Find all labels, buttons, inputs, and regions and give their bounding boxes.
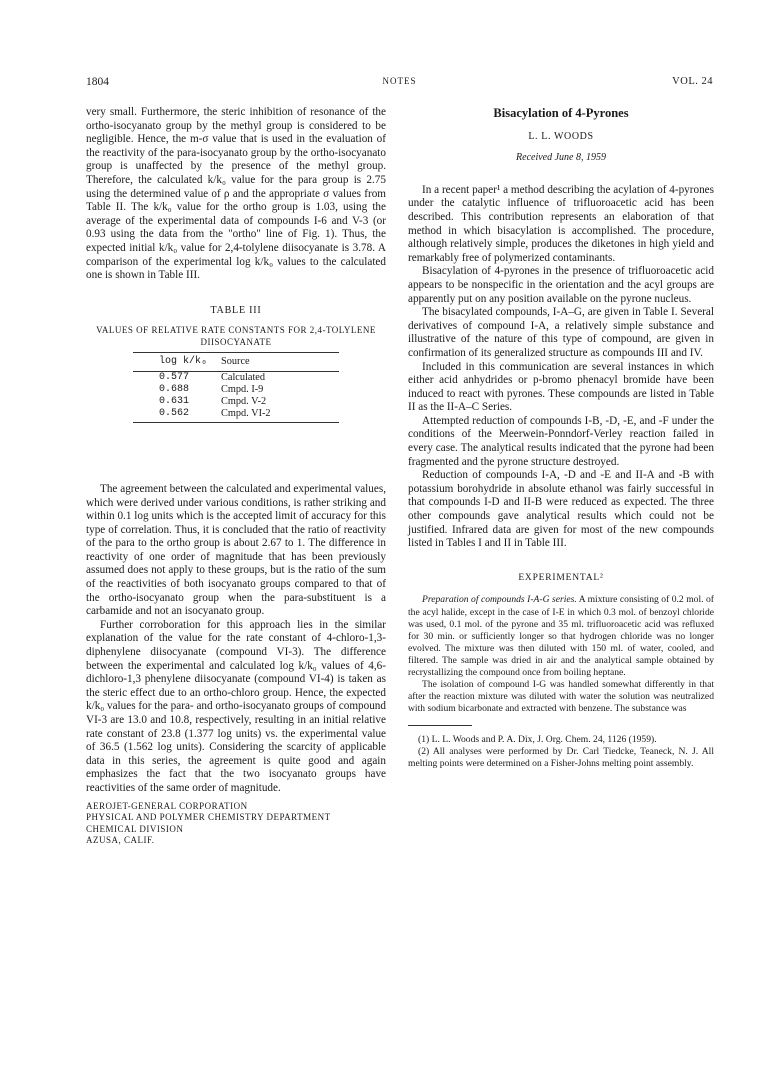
article-title: Bisacylation of 4-Pyrones <box>493 106 629 120</box>
column-header: log k/k₀ <box>133 353 221 372</box>
table-row <box>133 371 339 384</box>
table-cell: Cmpd. I-9 <box>221 383 264 395</box>
experimental-paragraph <box>408 594 714 679</box>
paragraph: Attempted reduction of compounds I-B, -D, -E, and -F under the conditions of the Meerwein-Ponndorf-Verley reaction failed in every case. The analytical results indicated that the pyrone had been fragmented and the pyrone structure destroyed. <box>408 414 714 468</box>
received-date: Received June 8, 1959 <box>516 152 606 164</box>
paragraph: In a recent paper¹ a method describing the acylation of 4-pyrones under the catalytic influence of trifluoroacetic acid has been described. This contribution represents an elaboration of that method in which bisacylation is accomplished. The procedure, although relatively simple, produces the diketones in high yield and remarkably free of polymerized contaminants. <box>408 183 714 264</box>
affiliation-line: AEROJET-GENERAL CORPORATION <box>86 800 248 811</box>
affiliation <box>86 801 386 847</box>
paragraph: The agreement between the calculated and experimental values, which were derived under various conditions, is rather striking and within 0.1 log units which is the accepted limit of accuracy for this type of correlation. Thus, it is concluded that the ratio of reactivity of the para to the ortho group is about 2.67 to 1. The difference in reactivity of one order of magnitude that has been previously assumed does not apply to these groups, but is the ratio of the sum of the reactivities of both isocyanato groups compared to that of the ortho-isocyanato group when the para-substituent is a carbamide and not an isocyanato group. <box>86 482 386 618</box>
table-subtitle: VALUES OF RELATIVE RATE CONSTANTS FOR 2,4-TOLYLENE DIISOCYANATE <box>96 325 376 347</box>
paragraph: Further corroboration for this approach lies in the similar explanation of the value for the rate constant of 4-chloro-1,3-diphenylene diisocyanate (compound VI-3). The difference between the experimental and calculated log k/k₀ values of 4,6-dichloro-1,3 phenylene diisocyanate (compound VI-4) is taken as the steric effect due to an ortho-chloro group. Hence, the expected k/k₀ values for the para- and ortho-isocyanato groups of compound VI-3 are 13.0 and 10.8, respectively, resulting in an initial relative rate constant of 23.8 (1.377 log units) vs. the experimental value of 36.5 (1.562 log units). Considering the scarcity of applicable data in this series, the agreement is quite good and again emphasizes the fact that the two isocyanato groups have reactivities of the same order of magnitude. <box>86 618 386 794</box>
table-cell: 0.688 <box>159 383 190 395</box>
table-row <box>133 408 339 423</box>
paragraph: Bisacylation of 4-pyrones in the presence of trifluoroacetic acid appears to be nonspecific in the orientation and the acyl groups are apparently put on any position available on the pyrone nucleus. <box>408 265 714 305</box>
section-heading: EXPERIMENTAL² <box>518 572 604 583</box>
experimental-lead: Preparation of compounds I-A-G series. <box>422 594 577 606</box>
left-column <box>86 106 386 847</box>
table-caption: TABLE III <box>210 304 262 316</box>
table-cell: Cmpd. VI-2 <box>221 408 339 423</box>
volume-label: VOL. 24 <box>672 76 713 87</box>
author: L. L. WOODS <box>528 130 594 142</box>
table-row <box>133 384 339 396</box>
experimental-paragraph: The isolation of compound I-G was handled somewhat differently in that after the reaction mixture was diluted with water the solution was neutralized with sodium bicarbonate and extracted with benzene. The substance was <box>408 679 714 715</box>
column-header: Source <box>221 353 339 372</box>
affiliation-line: PHYSICAL AND POLYMER CHEMISTRY DEPARTMENT <box>86 812 331 823</box>
affiliation-line: CHEMICAL DIVISION <box>86 823 184 834</box>
running-header <box>86 76 713 90</box>
table-cell: 0.562 <box>133 408 221 423</box>
page-number: 1804 <box>86 76 109 88</box>
table-iii <box>133 352 339 423</box>
paragraph: Included in this communication are several instances in which either acid anhydrides or p-bromo phenacyl bromide have been induced to react with pyrones. These compounds are listed in Table II as the II-A–C Series. <box>408 360 714 414</box>
footnote: (2) All analyses were performed by Dr. Carl Tiedcke, Teaneck, N. J. All melting points were determined on a Fisher-Johns melting point assembly. <box>408 746 714 770</box>
footnote: (1) L. L. Woods and P. A. Dix, J. Org. Chem. 24, 1126 (1959). <box>418 734 657 746</box>
table-cell: 0.577 <box>159 371 190 383</box>
section-label: NOTES <box>382 76 417 86</box>
experimental-text: A mixture consisting of 0.2 mol. of the acyl halide, except in the case of I-E in which 0.3 mol. of benzoyl chloride was used, 0.1 mol. of the pyrone and 35 ml. trifluoroacetic acid was refluxed for 30 min. or sufficiently longer so that hydrogen chloride was no longer evolved. The mixture was then diluted with 150 ml. of water, cooled, and filtered. The sample was dried in air and the analytical sample obtained by recrystallizing the compound once from boiling heptane. <box>408 594 714 678</box>
table-cell: Cmpd. V-2 <box>221 395 267 407</box>
footnote-divider <box>408 725 472 726</box>
right-column <box>408 106 714 770</box>
table-cell: Calculated <box>221 371 266 383</box>
table-header-row <box>133 353 339 372</box>
affiliation-line: AZUSA, CALIF. <box>86 835 155 846</box>
table-cell: 0.631 <box>159 395 190 407</box>
paragraph: very small. Furthermore, the steric inhibition of resonance of the ortho-isocyanato group by the methyl group is considered to be negligible. Hence, the m-σ value that is used in the evaluation of the reactivity of the para-isocyanato group by the ortho-isocyanato group is unaffected by the presence of the methyl group. Therefore, the calculated k/k₀ value for the para group is 2.75 using the determined value of ρ and the appropriate σ values from Table II. The k/k₀ value for the ortho group is 1.03, using the average of the experimental data of compounds I-6 and V-3 (or 0.93 using the data from the "ortho" line of Fig. 1). Thus, the expected initial k/k₀ value for 2,4-tolylene diisocyanate is 3.78. A comparison of the experimental log k/k₀ values to the calculated one is shown in Table III. <box>86 106 386 282</box>
paragraph: The bisacylated compounds, I-A–G, are given in Table I. Several derivatives of compound I-A, a relatively simple substance and illustrative of the nature of this type of compound, are given in confirmation of its generalized structure as compounds III and IV. <box>408 306 714 359</box>
paragraph: Reduction of compounds I-A, -D and -E and II-A and -B with potassium borohydride in absolute ethanol was fairly successful in that compounds I-D and II-B were reduced as expected. The three other compounds gave analytical results which could not be justified. Infrared data are given for most of the new compounds listed in Tables I and II in Table III. <box>408 469 714 550</box>
table-row <box>133 396 339 408</box>
